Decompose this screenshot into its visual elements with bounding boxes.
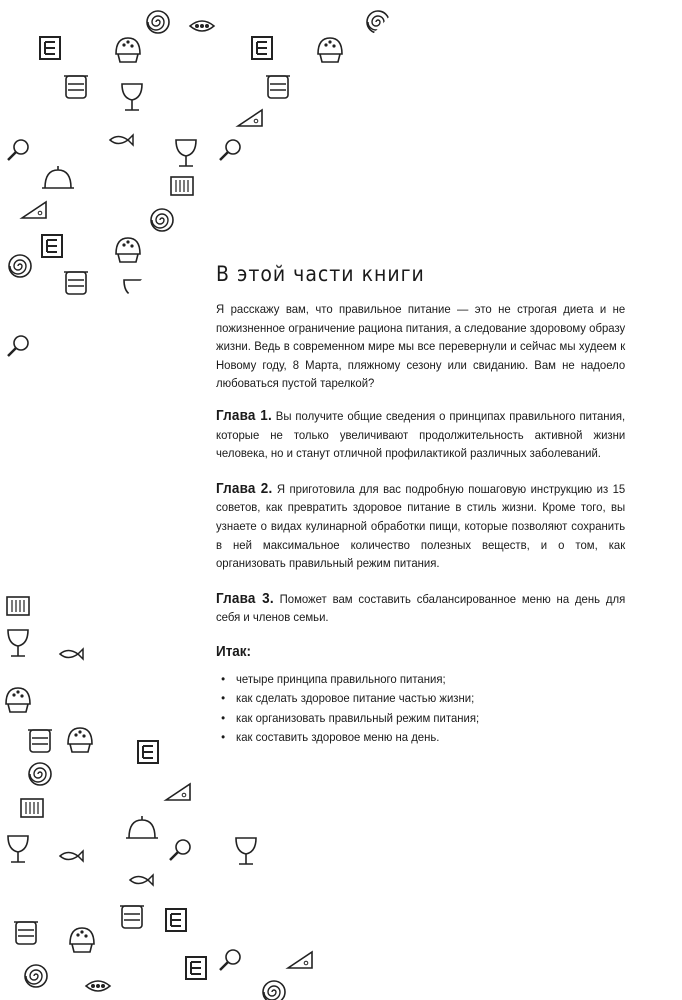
chapter-1-summary: [216, 407, 625, 463]
chapter-3-text: Поможет вам составить сбалансированное меню на день для себя и членов семьи.: [216, 591, 626, 625]
chapter-2-summary: [216, 480, 625, 573]
chapter-overview: [216, 262, 626, 748]
summary-title: Итак:: [216, 643, 252, 660]
summary-list: [216, 670, 626, 748]
list-item: • четыре принципа правильного питания;: [236, 670, 599, 690]
chapter-2-label: Глава 2.: [216, 480, 273, 497]
chapter-3-label: Глава 3.: [216, 590, 274, 607]
section-title: В этой части книги: [216, 262, 425, 286]
chapter-1-label: Глава 1.: [216, 407, 272, 424]
chapter-2-text: Я приготовила для вас подробную пошаговую инструкцию из 15 советов, как превратить здоровое питание в стиль жизни. Кроме того, вы узнаете о видах кулинарной обработки пищи, которые позволяют сохранить в ней максимальное количество полезных веществ, и о том, как организовать правильный режим питания.: [216, 481, 626, 571]
list-item: • как организовать правильный режим питания;: [236, 709, 599, 729]
list-item: • как сделать здоровое питание частью жизни;: [236, 689, 599, 709]
intro-paragraph: Я расскажу вам, что правильное питание — это не строгая диета и не пожизненное ограничение рациона питания, а следование здоровому образу жизни. Ведь в современном мире мы все перевернули и сейчас мы худеем к Новому году, 8 Марта, пляжному сезону или свиданию. Вам не надоело любоваться пустой тарелкой?: [216, 302, 626, 391]
list-item: • как составить здоровое меню на день.: [236, 728, 599, 748]
chapter-3-summary: [216, 590, 625, 627]
chapter-1-text: Вы получите общие сведения о принципах правильного питания, которые не только увеличивают продолжительность активной жизни человека, но и станут отличной профилактикой различных заболеваний.: [216, 408, 626, 461]
